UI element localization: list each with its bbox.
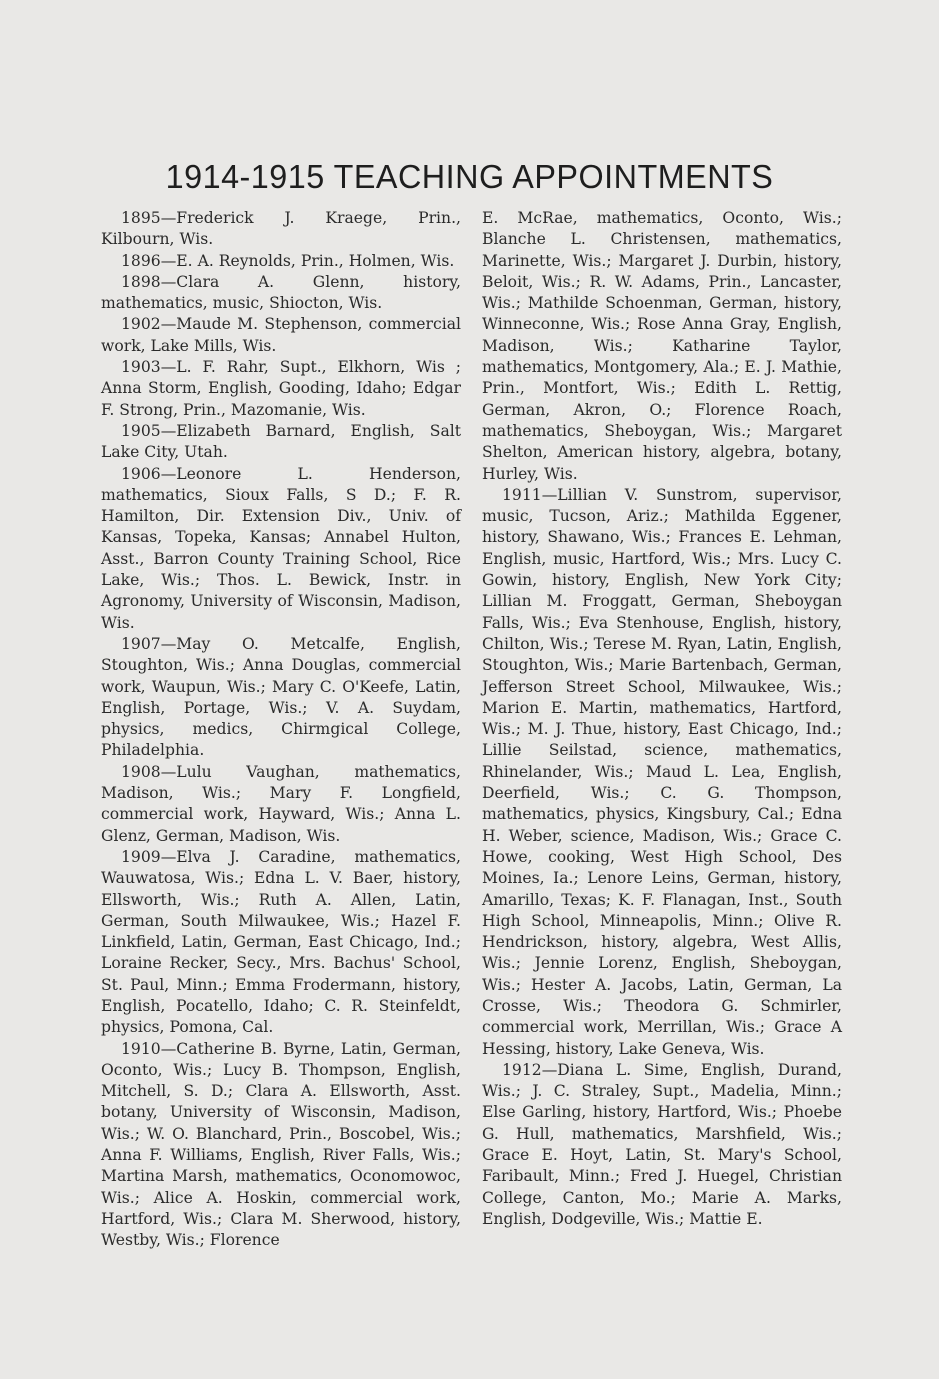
appointment-paragraph	[101, 421, 461, 464]
appointment-paragraph	[101, 251, 461, 272]
class-year: 1912	[502, 1060, 542, 1079]
class-year: 1896	[121, 251, 161, 270]
appointment-text: Lillian V. Sunstrom, supervisor, music, Tucson, Ariz.; Mathilda Eggener, history, Shawano, Wis.; Frances E. Lehman, English, music, Hartford, Wis.; Mrs. Lucy C. Gowin, history, English, New York City; Lillian M. Froggatt, German, Sheboygan Falls, Wis.; Eva Stenhouse, English, history, Chilton, Wis.; Terese M. Ryan, Latin, English, Stoughton, Wis.; Marie Bartenbach, German, Jefferson Street School, Milwaukee, Wis.; Marion E. Martin, mathematics, Hartford, Wis.; M. J. Thue, history, East Chicago, Ind.; Lillie Seilstad, science, mathematics, Rhinelander, Wis.; Maud L. Lea, English, Deerfield, Wis.; C. G. Thompson, mathematics, physics, Kingsbury, Cal.; Edna H. Weber, science, Madison, Wis.; Grace C. Howe, cooking, West High School, Des Moines, Ia.; Lenore Leins, German, history, Amarillo, Texas; K. F. Flanagan, Inst., South High School, Minneapolis, Minn.; Olive R. Hendrickson, history, algebra, West Allis, Wis.; Jennie Lorenz, English, Sheboygan, Wis.; Hester A. Jacobs, Latin, German, La Crosse, Wis.; Theodora G. Schmirler, commercial work, Merrillan, Wis.; Grace A Hessing, history, Lake Geneva, Wis.	[482, 485, 842, 1058]
class-year: 1911	[502, 485, 542, 504]
class-year: 1909	[121, 847, 161, 866]
class-year: 1898	[121, 272, 161, 291]
appointment-paragraph	[101, 272, 461, 315]
class-year: 1907	[121, 634, 161, 653]
em-dash: —	[160, 315, 177, 334]
em-dash: —	[160, 272, 177, 291]
class-year: 1895	[121, 209, 161, 227]
em-dash: —	[541, 1060, 558, 1079]
appointment-paragraph	[482, 208, 842, 485]
appointment-text: L. F. Rahr, Supt., Elkhorn, Wis ; Anna Storm, English, Gooding, Idaho; Edgar F. Strong, Prin., Mazomanie, Wis.	[101, 358, 461, 419]
class-year: 1905	[121, 421, 161, 440]
appointment-text: Lulu Vaughan, mathematics, Madison, Wis.; Mary F. Longfield, commercial work, Hayward, Wis.; Anna L. Glenz, German, Madison, Wis.	[101, 762, 461, 845]
class-year: 1903	[121, 358, 161, 377]
em-dash: —	[160, 251, 177, 270]
appointment-paragraph	[101, 762, 461, 847]
appointment-paragraph	[101, 208, 461, 251]
em-dash: —	[160, 847, 177, 866]
appointment-paragraph	[482, 1060, 842, 1230]
appointment-paragraph	[101, 634, 461, 762]
appointment-text: Maude M. Stephenson, commercial work, Lake Mills, Wis.	[101, 315, 461, 355]
appointment-text: Elva J. Caradine, mathematics, Wauwatosa, Wis.; Edna L. V. Baer, history, Ellsworth, Wis.; Ruth A. Allen, Latin, German, South Milwaukee, Wis.; Hazel F. Linkfield, Latin, German, East Chicago, Ind.; Loraine Recker, Secy., Mrs. Bachus' School, St. Paul, Minn.; Emma Frodermann, history, English, Pocatello, Idaho; C. R. Steinfeldt, physics, Pomona, Cal.	[101, 847, 461, 1037]
appointment-text: E. A. Reynolds, Prin., Holmen, Wis.	[176, 251, 455, 270]
class-year: 1906	[121, 464, 161, 483]
em-dash: —	[541, 485, 558, 504]
appointment-text: Diana L. Sime, English, Durand, Wis.; J. C. Straley, Supt., Madelia, Minn.; Else Garling, history, Hartford, Wis.; Phoebe G. Hull, mathematics, Marshfield, Wis.; Grace E. Hoyt, Latin, St. Mary's School, Faribault, Minn.; Fred J. Huegel, Christian College, Canton, Mo.; Marie A. Marks, English, Dodgeville, Wis.; Mattie E.	[482, 1060, 842, 1228]
appointment-text: Elizabeth Barnard, English, Salt Lake City, Utah.	[101, 421, 461, 462]
em-dash: —	[160, 1039, 177, 1058]
appointment-text: May O. Metcalfe, English, Stoughton, Wis.; Anna Douglas, commercial work, Waupun, Wis.; Mary C. O'Keefe, Latin, English, Portage, Wis.; V. A. Suydam, physics, medics, Chirmgical College, Philadelphia.	[101, 634, 461, 760]
em-dash: —	[160, 358, 177, 377]
em-dash: —	[160, 464, 177, 483]
appointment-paragraph	[101, 847, 461, 1039]
appointment-paragraph	[101, 1039, 461, 1252]
appointment-paragraph	[101, 464, 461, 634]
em-dash: —	[160, 762, 177, 781]
appointment-paragraph	[482, 485, 842, 1060]
page-title: 1914-1915 TEACHING APPOINTMENTS	[165, 158, 774, 195]
appointment-paragraph	[101, 314, 461, 357]
em-dash: —	[160, 421, 177, 440]
appointment-paragraph	[101, 357, 461, 421]
left-column	[101, 208, 461, 1252]
class-year: 1910	[121, 1039, 161, 1058]
appointment-text: E. McRae, mathematics, Oconto, Wis.; Blanche L. Christensen, mathematics, Marinette, Wis.; Margaret J. Durbin, history, Beloit, Wis.; R. W. Adams, Prin., Lancaster, Wis.; Mathilde Schoenman, German, history, Winneconne, Wis.; Rose Anna Gray, English, Madison, Wis.; Katharine Taylor, mathematics, Montgomery, Ala.; E. J. Mathie, Prin., Montfort, Wis.; Edith L. Rettig, German, Akron, O.; Florence Roach, mathematics, Sheboygan, Wis.; Margaret Shelton, American history, algebra, botany, Hurley, Wis.	[482, 209, 842, 483]
appointment-text: Frederick J. Kraege, Prin., Kilbourn, Wis.	[101, 209, 461, 249]
class-year: 1902	[121, 315, 161, 334]
em-dash: —	[160, 634, 177, 653]
appointment-text: Catherine B. Byrne, Latin, German, Oconto, Wis.; Lucy B. Thompson, English, Mitchell, S. D.; Clara A. Ellsworth, Asst. botany, University of Wisconsin, Madison, Wis.; W. O. Blanchard, Prin., Boscobel, Wis.; Anna F. Williams, English, River Falls, Wis.; Martina Marsh, mathematics, Oconomowoc, Wis.; Alice A. Hoskin, commercial work, Hartford, Wis.; Clara M. Sherwood, history, Westby, Wis.; Florence	[101, 1039, 461, 1250]
em-dash: —	[160, 209, 177, 227]
class-year: 1908	[121, 762, 161, 781]
right-column	[482, 208, 842, 1230]
appointment-text: Leonore L. Henderson, mathematics, Sioux Falls, S D.; F. R. Hamilton, Dir. Extension Div., Univ. of Kansas, Topeka, Kansas; Annabel Hulton, Asst., Barron County Training School, Rice Lake, Wis.; Thos. L. Bewick, Instr. in Agronomy, University of Wisconsin, Madison, Wis.	[101, 464, 461, 632]
appointment-text: Clara A. Glenn, history, mathematics, music, Shiocton, Wis.	[101, 272, 461, 313]
